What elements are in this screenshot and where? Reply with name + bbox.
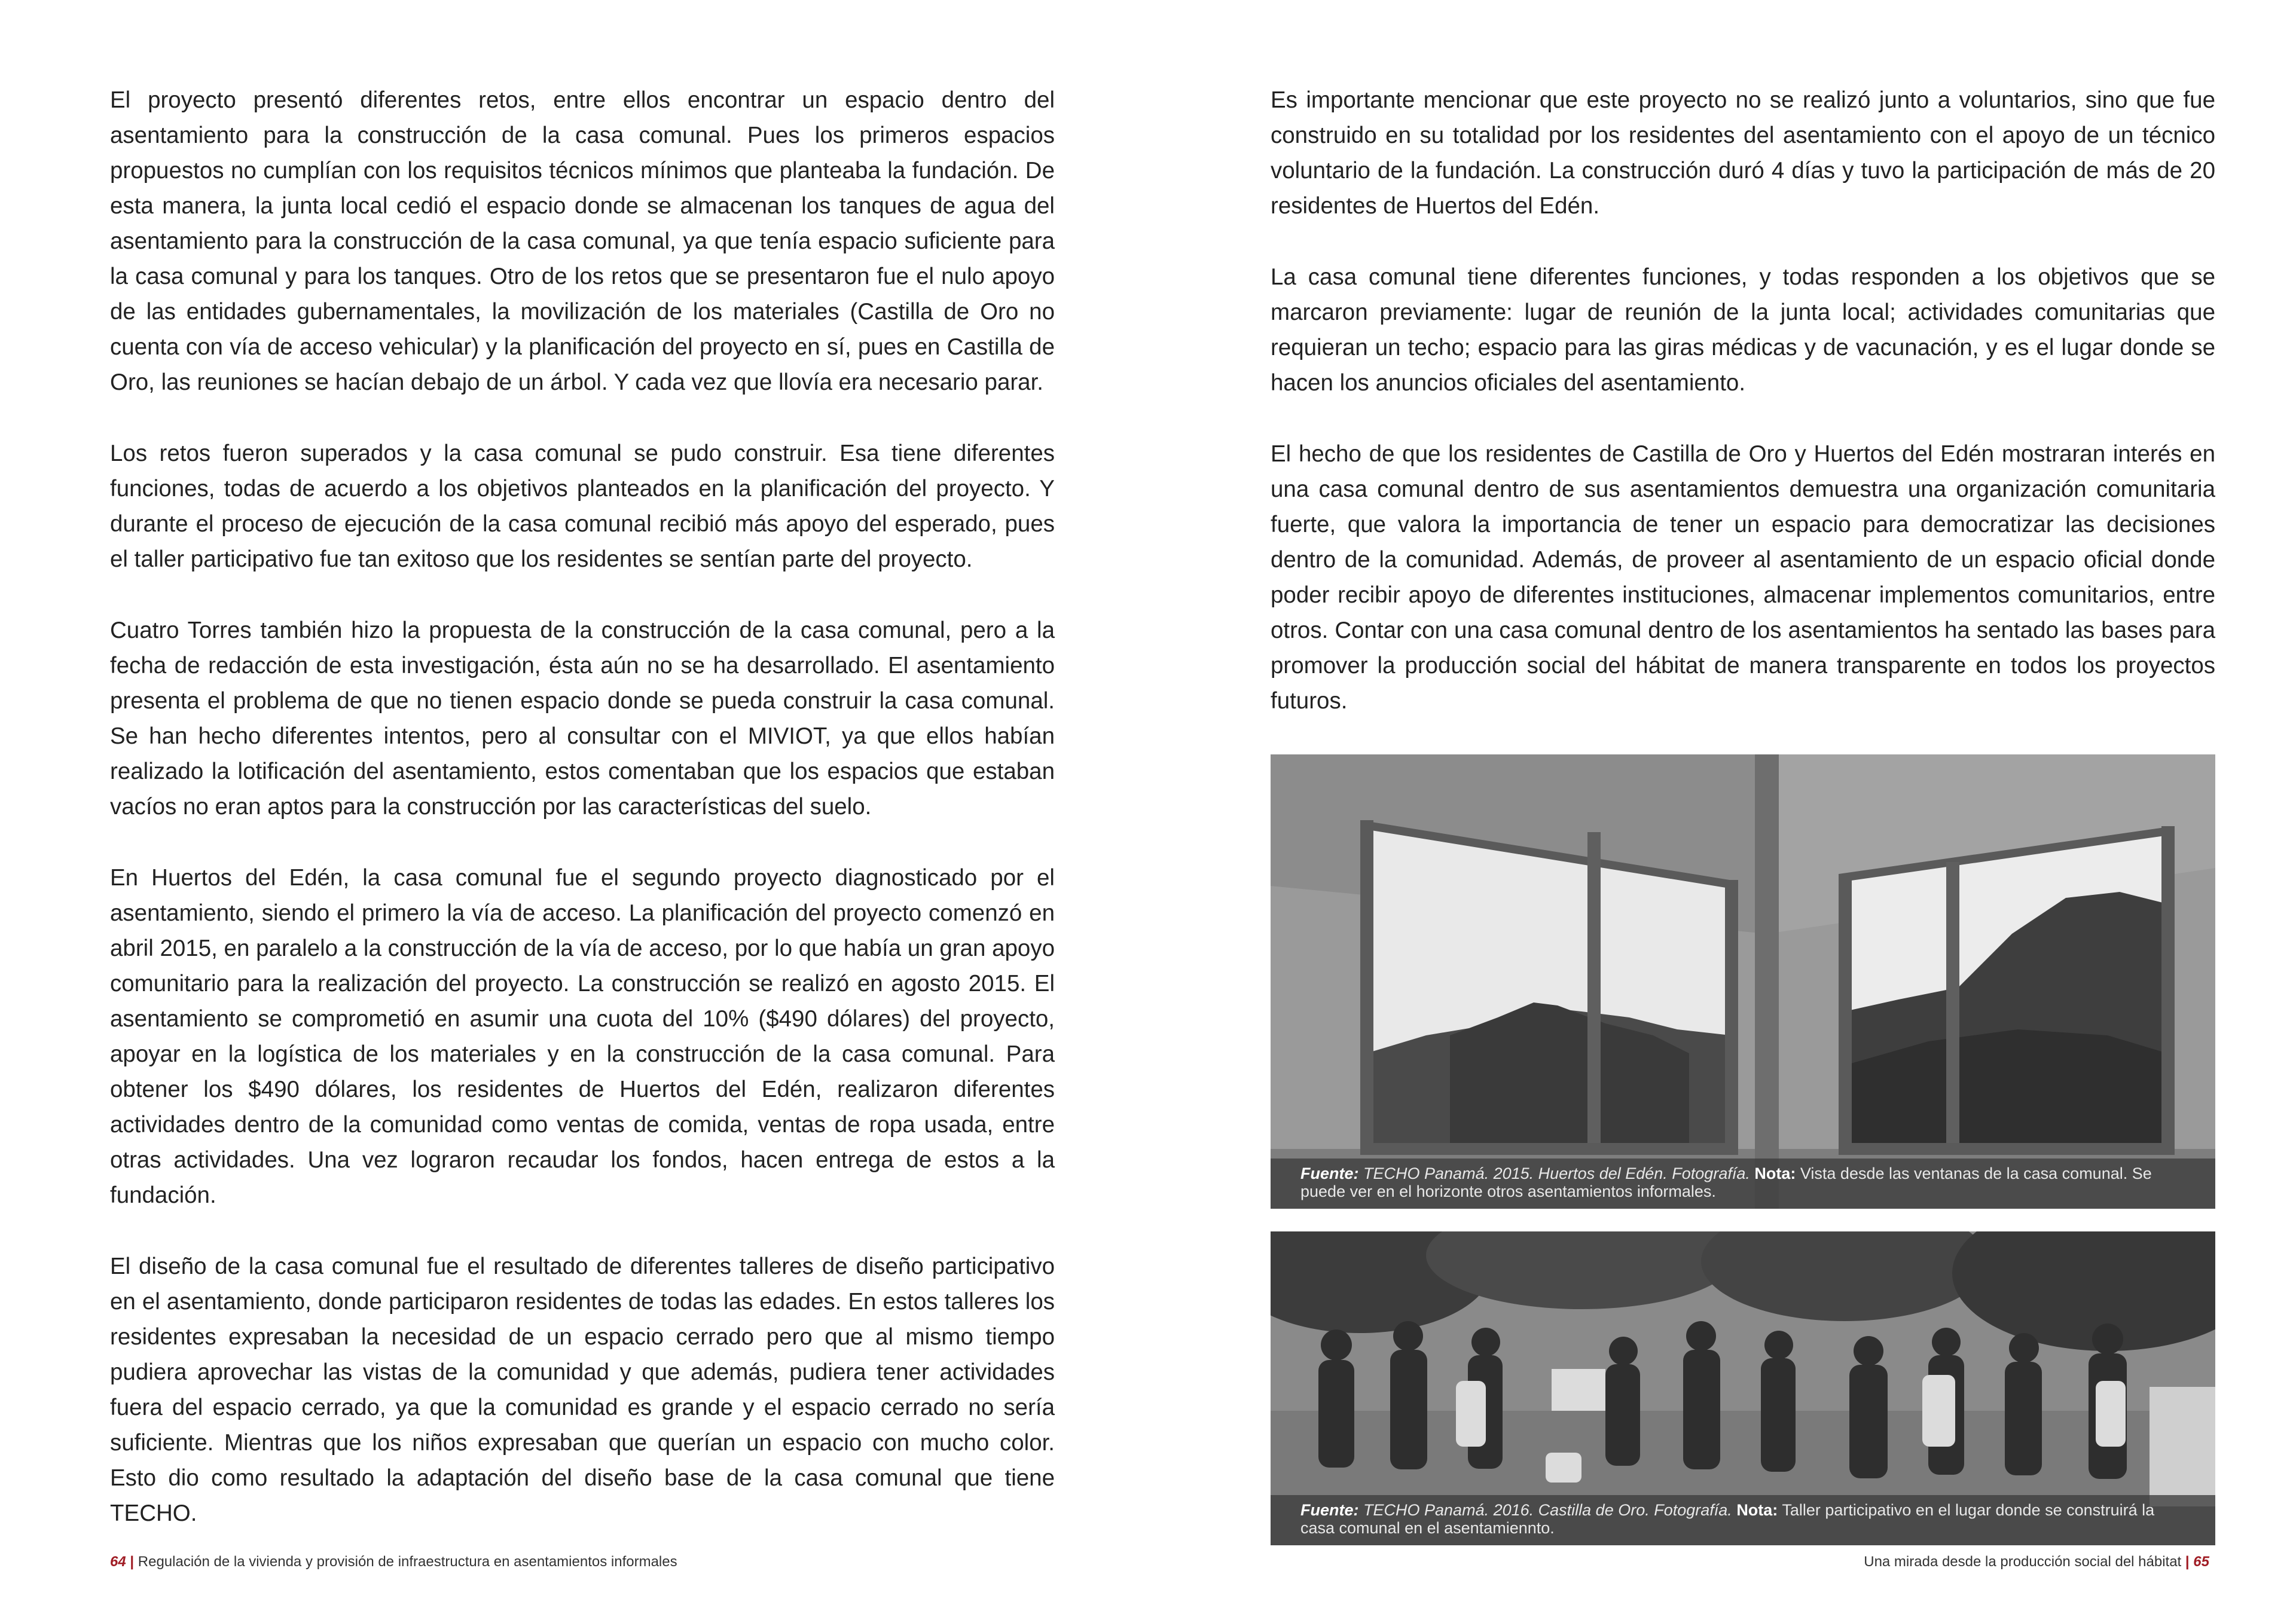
paragraph: Es importante mencionar que este proyecto no se realizó junto a voluntarios, sino que fue construido en su totalidad por los residentes del asentamiento con el apoyo de un técnico voluntario de la fundación. La construcción duró 4 días y tuvo la participación de más de 20 residentes de Huertos del Edén. [1271, 87, 2215, 219]
footer-title: Regulación de la vivienda y provisión de infraestructura en asentamientos informales [138, 1554, 677, 1570]
right-page-body [1271, 82, 2215, 1545]
paragraph: Cuatro Torres también hizo la propuesta de la construcción de la casa comunal, pero a la fecha de redacción de esta investigación, ésta aún no se ha desarrollado. El asentamiento presenta el problema de que no tienen espacio donde se pueda construir la casa comunal. Se han hecho diferentes intentos, pero al consultar con el MIVIOT, ya que ellos habían realizado la lotificación del asentamiento, estos comentaban que los espacios que estaban vacíos no eran aptos para la construcción por las características del suelo. [110, 618, 1055, 820]
paragraph: El diseño de la casa comunal fue el resultado de diferentes talleres de diseño participativo en el asentamiento, donde participaron residentes de todas las edades. En estos talleres los residentes expresaban la necesidad de un espacio cerrado pero que al mismo tiempo pudiera aprovechar las vistas de la comunidad y que además, pudiera tener actividades fuera del espacio cerrado, ya que la comunidad es grande y el espacio cerrado no sería suficiente. Mientras que los niños expresaban que querían un espacio con mucho color. Esto dio como resultado la adaptación del diseño base de la casa comunal que tiene TECHO. [110, 1254, 1055, 1526]
paragraph: El hecho de que los residentes de Castilla de Oro y Huertos del Edén mostraran interés en una casa comunal dentro de sus asentamientos demuestra una organización comunitaria fuerte, que valora la importancia de tener un espacio para democratizar las decisiones dentro de la comunidad. Además, de proveer al asentamiento de un espacio oficial donde poder recibir apoyo de diferentes instituciones, almacenar implementos comunitarios, entre otros. Contar con una casa comunal dentro de los asentamientos ha sentado las bases para promover la producción social del hábitat de manera transparente en todos los proyectos futuros. [1271, 441, 2215, 714]
caption-source-label: Fuente: [1300, 1164, 1359, 1182]
left-page-footer [110, 1554, 677, 1570]
page-number: 65 [2193, 1554, 2209, 1570]
caption-source-text: TECHO Panamá. 2016. Castilla de Oro. Fotografía. [1363, 1501, 1732, 1519]
caption-note-text: Taller participativo en el lugar donde se construirá la casa comunal en el asentamiennto. [1300, 1501, 2155, 1537]
caption-note-label: Nota: [1736, 1501, 1778, 1519]
photo-participatory-workshop [1271, 1231, 2215, 1545]
footer-separator: | [2185, 1554, 2190, 1570]
window-view-photo [1271, 754, 2215, 1209]
paragraph: En Huertos del Edén, la casa comunal fue el segundo proyecto diagnosticado por el asentamiento, siendo el primero la vía de acceso. La planificación del proyecto comenzó en abril 2015, en paralelo a la construcción de la vía de acceso, por lo que había un gran apoyo comunitario para la realización del proyecto. La construcción se realizó en agosto 2015. El asentamiento se comprometió en asumir una cuota del 10% ($490 dólares) del proyecto, apoyar en la logística de los materiales y en la construcción de la casa comunal. Para obtener los $490 dólares, los residentes de Huertos del Edén, realizaron diferentes actividades dentro de la comunidad como ventas de comida, ventas de ropa usada, entre otras actividades. Una vez lograron recaudar los fondos, hacen entrega de estos a la fundación. [110, 865, 1055, 1208]
left-page-body [110, 82, 1055, 1567]
footer-separator: | [130, 1554, 135, 1570]
page-number: 64 [110, 1554, 126, 1570]
right-page-footer [1864, 1554, 2209, 1570]
caption-source-text: TECHO Panamá. 2015. Huertos del Edén. Fotografía. [1363, 1164, 1750, 1182]
caption-note-text: Vista desde las ventanas de la casa comunal. Se puede ver en el horizonte otros asentamientos informales. [1300, 1164, 2152, 1200]
paragraph: La casa comunal tiene diferentes funciones, y todas responden a los objetivos que se marcaron previamente: lugar de reunión de la junta local; actividades comunitarias que requieran un techo; espacio para las giras médicas y de vacunación, y es el lugar donde se hacen los anuncios oficiales del asentamiento. [1271, 264, 2215, 396]
photo-community-house-windows [1271, 754, 2215, 1209]
paragraph: El proyecto presentó diferentes retos, entre ellos encontrar un espacio dentro del asentamiento para la construcción de la casa comunal. Pues los primeros espacios propuestos no cumplían con los requisitos técnicos mínimos que planteaba la fundación. De esta manera, la junta local cedió el espacio donde se almacenan los tanques de agua del asentamiento para la construcción de la casa comunal, ya que tenía espacio suficiente para la casa comunal y para los tanques. Otro de los retos que se presentaron fue el nulo apoyo de las entidades gubernamentales, la movilización de los materiales (Castilla de Oro no cuenta con vía de acceso vehicular) y la planificación del proyecto en sí, pues en Castilla de Oro, las reuniones se hacían debajo de un árbol. Y cada vez que llovía era necesario parar. [110, 87, 1055, 395]
caption-source-label: Fuente: [1300, 1501, 1359, 1519]
figure-caption [1271, 1495, 2215, 1545]
paragraph: Los retos fueron superados y la casa comunal se pudo construir. Esa tiene diferentes funciones, todas de acuerdo a los objetivos planteados en la planificación del proyecto. Y durante el proceso de ejecución de la casa comunal recibió más apoyo del esperado, pues el taller participativo fue tan exitoso que los residentes se sentían parte del proyecto. [110, 441, 1055, 572]
footer-title: Una mirada desde la producción social del hábitat [1864, 1554, 2182, 1570]
figure-caption [1271, 1159, 2215, 1209]
caption-note-label: Nota: [1754, 1164, 1796, 1182]
